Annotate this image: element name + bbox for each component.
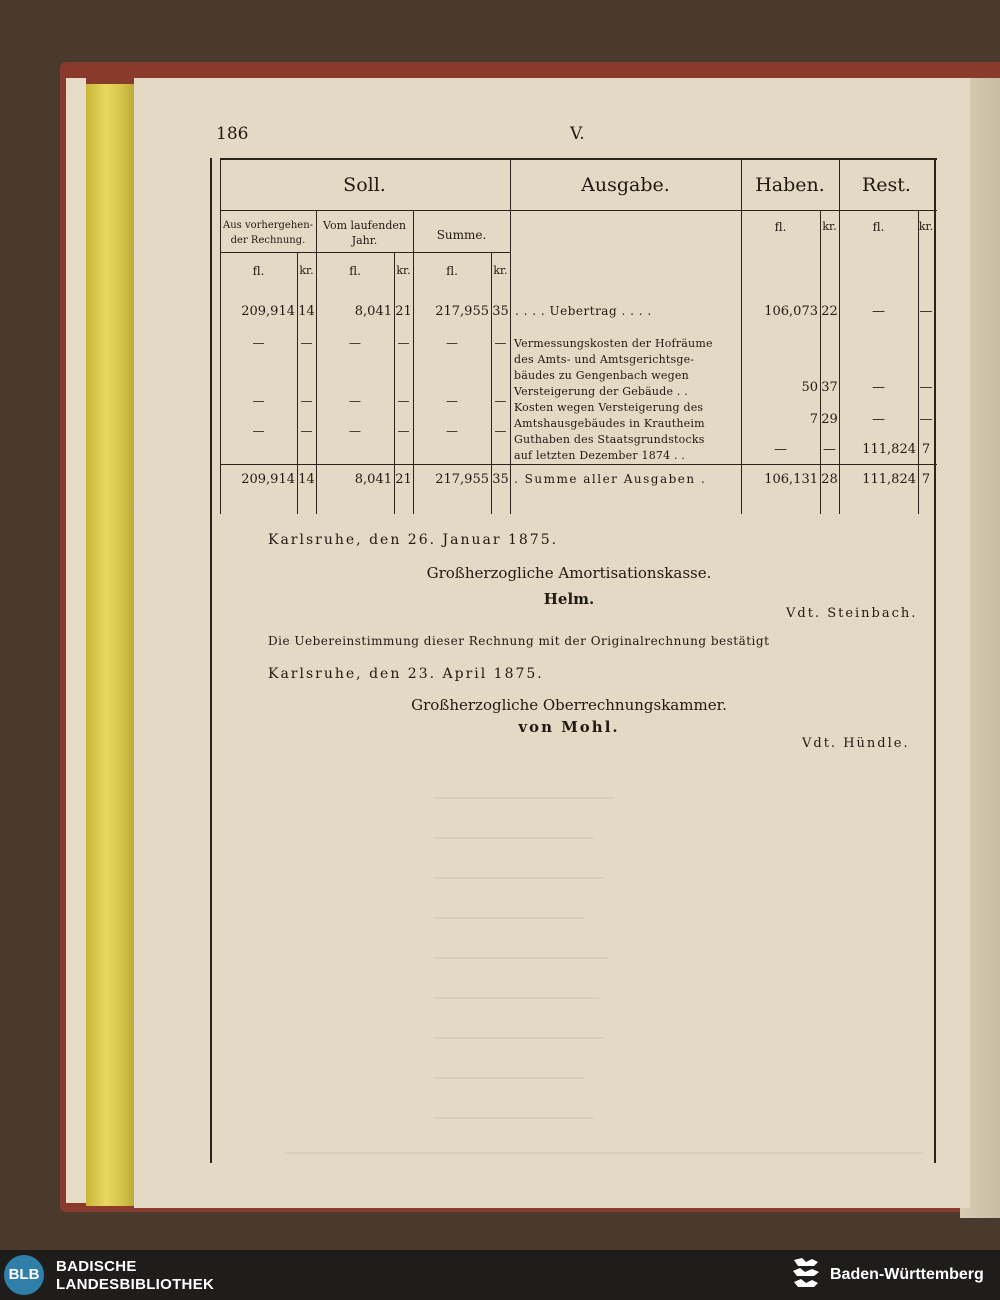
header-rest: Rest.	[862, 174, 911, 196]
closing-office-2: Großherzogliche Oberrechnungskammer.	[411, 696, 727, 714]
blb-name-line2: LANDESBIBLIOTHEK	[56, 1276, 215, 1293]
unit-kr: kr.	[918, 220, 934, 233]
left-rule	[210, 158, 212, 1163]
header-divider	[220, 210, 937, 211]
book-page: 186 V. Soll. Ausgabe. Haben. Rest. Aus vorhergehen- der Rechnung. Vom laufenden Jahr. Summe. fl. kr. fl. kr. fl. kr. fl. kr. fl. kr. 209,914 14 8,041 21 217,955 35 . . . . Uebertrag . . . . 106,073 22 — — — — — — — — — — — — — — — — — — — — Vermessungskosten der Hofräume des Amts- und Amtsgerichtsge- bäudes zu Gengenbach wegen Versteigerung der Gebäude . . 50 37 — — Kosten wegen Versteigerung des Amtshausgebäudes in Krautheim 7 29 — — Guthaben des Staatsgrundstocks auf letzten Dezember 1874 . . — — 111,824 7 209,914 14 8,041 21 217,955 35 . Summe aller Ausgaben . 106,131 28 111,824 7 Karlsruhe, den 26. Januar 1875. Großherzogliche Amortisationskasse. Helm. Vdt. Steinbach. Die Uebereinstimmung dieser Rechnung mit der Originalrechnung bestätigt Karlsruhe, den 23. April 1875. Großherzogliche Oberrechnungskammer. von Mohl. Vdt. Hündle.	[134, 78, 970, 1208]
subheader-laufend: Vom laufenden Jahr.	[323, 219, 406, 247]
closing-signer-1: Helm.	[543, 590, 595, 608]
col-rule	[820, 210, 821, 514]
gilded-page-edge	[86, 84, 136, 1206]
unit-kr: kr.	[493, 264, 508, 277]
closing-date-2: Karlsruhe, den 23. April 1875.	[268, 666, 544, 682]
blb-name-line1: BADISCHE	[56, 1258, 137, 1275]
page-edge-left	[66, 78, 86, 1203]
subheader-vorjahr: Aus vorhergehen- der Rechnung.	[222, 220, 314, 246]
coat-of-arms-icon	[790, 1256, 822, 1294]
header-soll: Soll.	[343, 174, 386, 196]
unit-fl: fl.	[252, 264, 265, 278]
col-rule	[741, 158, 742, 514]
subheader-summe: Summe.	[436, 228, 487, 242]
bw-label[interactable]: Baden-Württemberg	[830, 1266, 984, 1283]
unit-fl: fl.	[774, 220, 787, 234]
closing-vdt-2: Vdt. Hündle.	[802, 736, 910, 751]
blb-logo[interactable]: BLB	[4, 1255, 44, 1295]
unit-fl: fl.	[446, 264, 458, 278]
col-rule	[316, 210, 317, 514]
col-rule	[918, 210, 919, 514]
page-number: 186	[216, 124, 249, 144]
closing-office-1: Großherzogliche Amortisationskasse.	[426, 564, 712, 582]
col-rule	[510, 158, 511, 514]
right-rule	[934, 158, 936, 1163]
total-divider	[220, 464, 937, 465]
unit-kr: kr.	[396, 264, 411, 277]
section-number: V.	[570, 124, 585, 144]
header-ausgabe: Ausgabe.	[581, 174, 670, 196]
closing-signer-2: von Mohl.	[518, 718, 620, 736]
bleed-through-texture	[284, 778, 924, 1178]
table-top-border	[220, 158, 937, 160]
closing-vdt-1: Vdt. Steinbach.	[786, 606, 918, 621]
subheader-divider	[220, 252, 510, 253]
unit-kr: kr.	[822, 220, 837, 233]
unit-fl: fl.	[872, 220, 885, 234]
closing-confirmation: Die Uebereinstimmung dieser Rechnung mit der Originalrechnung bestätigt	[268, 634, 770, 648]
col-rule	[839, 158, 840, 514]
header-haben: Haben.	[755, 174, 825, 196]
closing-date-1: Karlsruhe, den 26. Januar 1875.	[268, 532, 559, 548]
unit-kr: kr.	[299, 264, 314, 277]
unit-fl: fl.	[349, 264, 361, 278]
col-rule	[413, 210, 414, 514]
